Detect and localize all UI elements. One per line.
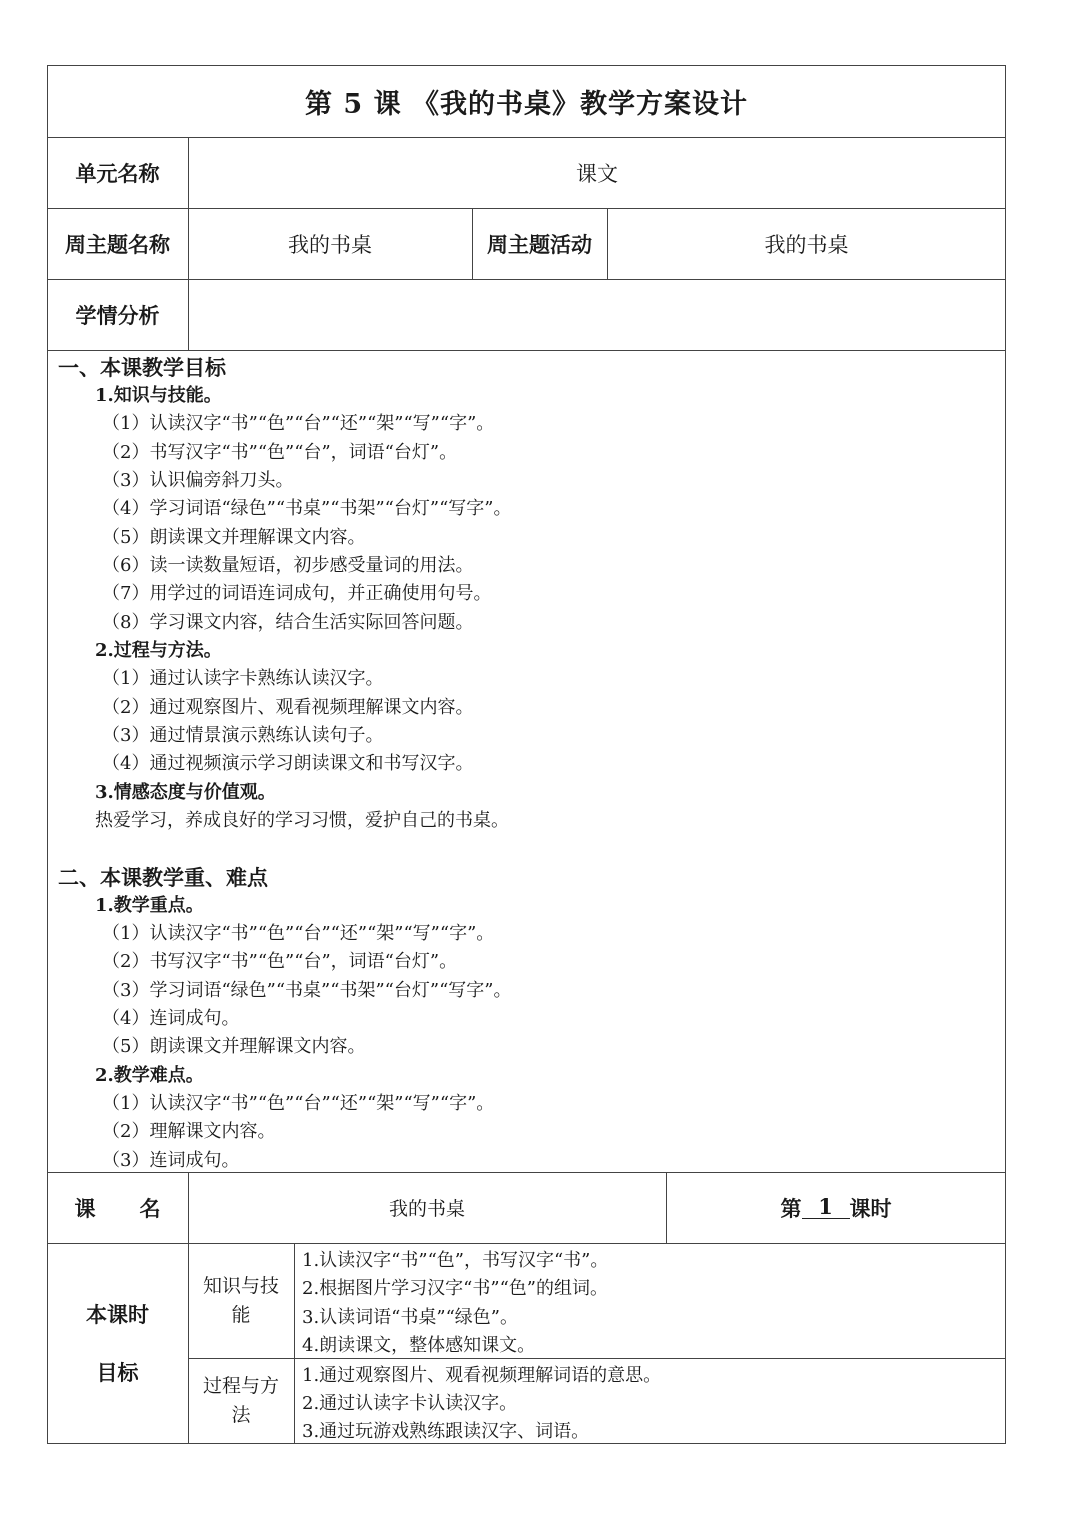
process-label [188, 1358, 294, 1444]
lesson-name-label [47, 1172, 188, 1243]
goal-row-divider [188, 1358, 1006, 1359]
list-item: （2）书写汉字“书”“色”“台”，词语“台灯”。 [102, 951, 458, 972]
process-label-1: 过程与方 [202, 1375, 279, 1397]
list-item: （7）用学过的词语连词成句，并正确使用句号。 [102, 583, 492, 604]
row-divider [47, 350, 1006, 351]
lesson-name-label-1: 课 [74, 1195, 96, 1221]
list-item: （4）学习词语“绿色”“书桌”“书架”“台灯”“写字”。 [102, 498, 512, 519]
list-item: （5）朗读课文并理解课文内容。 [102, 527, 366, 548]
process-label-2: 法 [231, 1404, 251, 1426]
lesson-name-value: 我的书桌 [388, 1198, 465, 1220]
list-item: （2）书写汉字“书”“色”“台”，词语“台灯”。 [102, 442, 458, 463]
list-item: （1）认读汉字“书”“色”“台”“还”“架”“写”“字”。 [102, 923, 495, 944]
week-theme-value: 我的书桌 [288, 232, 372, 257]
subsection-title: 3.情感态度与价值观。 [95, 782, 276, 803]
section-title: 二、本课教学重、难点 [58, 865, 268, 890]
list-item: （6）读一读数量短语，初步感受量词的用法。 [102, 555, 474, 576]
unit-label: 单元名称 [75, 160, 160, 186]
list-item: （5）朗读课文并理解课文内容。 [102, 1036, 366, 1057]
week-theme-label: 周主题名称 [65, 231, 170, 257]
section-title: 一、本课教学目标 [58, 355, 226, 380]
week-activity-label: 周主题活动 [487, 231, 592, 257]
analysis-label: 学情分析 [75, 302, 160, 328]
knowledge-label-1: 知识与技 [202, 1274, 279, 1297]
knowledge-item: 2.根据图片学习汉字“书”“色”的组词。 [302, 1278, 608, 1299]
subsection-title: 2.过程与方法。 [95, 640, 222, 661]
knowledge-label [188, 1243, 294, 1358]
list-item: （3）认识偏旁斜刀头。 [102, 470, 294, 491]
subsection-title: 1.知识与技能。 [95, 385, 222, 406]
knowledge-label-2: 能 [231, 1303, 251, 1326]
period-prefix: 第 [780, 1195, 802, 1221]
process-item: 1.通过观察图片、观看视频理解词语的意思。 [302, 1365, 662, 1386]
list-item: （4）通过视频演示学习朗读课文和书写汉字。 [102, 753, 474, 774]
list-item: （2）理解课文内容。 [102, 1121, 276, 1142]
lesson-period [666, 1172, 1006, 1243]
page-title: 第 5 课 《我的书桌》教学方案设计 [305, 88, 748, 120]
list-item: （1）认读汉字“书”“色”“台”“还”“架”“写”“字”。 [102, 1093, 495, 1114]
unit-value: 课文 [576, 161, 618, 186]
subsection-title: 2.教学难点。 [95, 1065, 204, 1086]
week-activity-value: 我的书桌 [764, 232, 849, 257]
period-suffix: 课时 [849, 1195, 892, 1221]
process-item: 3.通过玩游戏熟练跟读汉字、词语。 [302, 1421, 590, 1442]
knowledge-item: 1.认读汉字“书”“色”，书写汉字“书”。 [302, 1250, 609, 1271]
list-item: （3）学习词语“绿色”“书桌”“书架”“台灯”“写字”。 [102, 980, 512, 1001]
list-item: （3）连词成句。 [102, 1150, 240, 1171]
goals-label-2: 目标 [96, 1360, 139, 1385]
list-item: （2）通过观察图片、观看视频理解课文内容。 [102, 697, 474, 718]
paragraph: 热爱学习，养成良好的学习习惯，爱护自己的书桌。 [95, 810, 509, 831]
analysis-value [188, 279, 1006, 350]
list-item: （1）认读汉字“书”“色”“台”“还”“架”“写”“字”。 [102, 413, 495, 434]
list-item: （8）学习课文内容，结合生活实际回答问题。 [102, 612, 474, 633]
list-item: （3）通过情景演示熟练认读句子。 [102, 725, 384, 746]
list-item: （4）连词成句。 [102, 1008, 240, 1029]
list-item: （1）通过认读字卡熟练认读汉字。 [102, 668, 384, 689]
process-item: 2.通过认读字卡认读汉字。 [302, 1393, 518, 1414]
lesson-name-label-2: 名 [139, 1195, 161, 1221]
knowledge-item: 3.认读词语“书桌”“绿色”。 [302, 1307, 518, 1328]
goals-label-1: 本课时 [86, 1302, 149, 1327]
subsection-title: 1.教学重点。 [95, 895, 204, 916]
period-number: 1 [802, 1196, 850, 1219]
knowledge-item: 4.朗读课文，整体感知课文。 [302, 1335, 536, 1356]
col-divider [294, 1243, 295, 1444]
